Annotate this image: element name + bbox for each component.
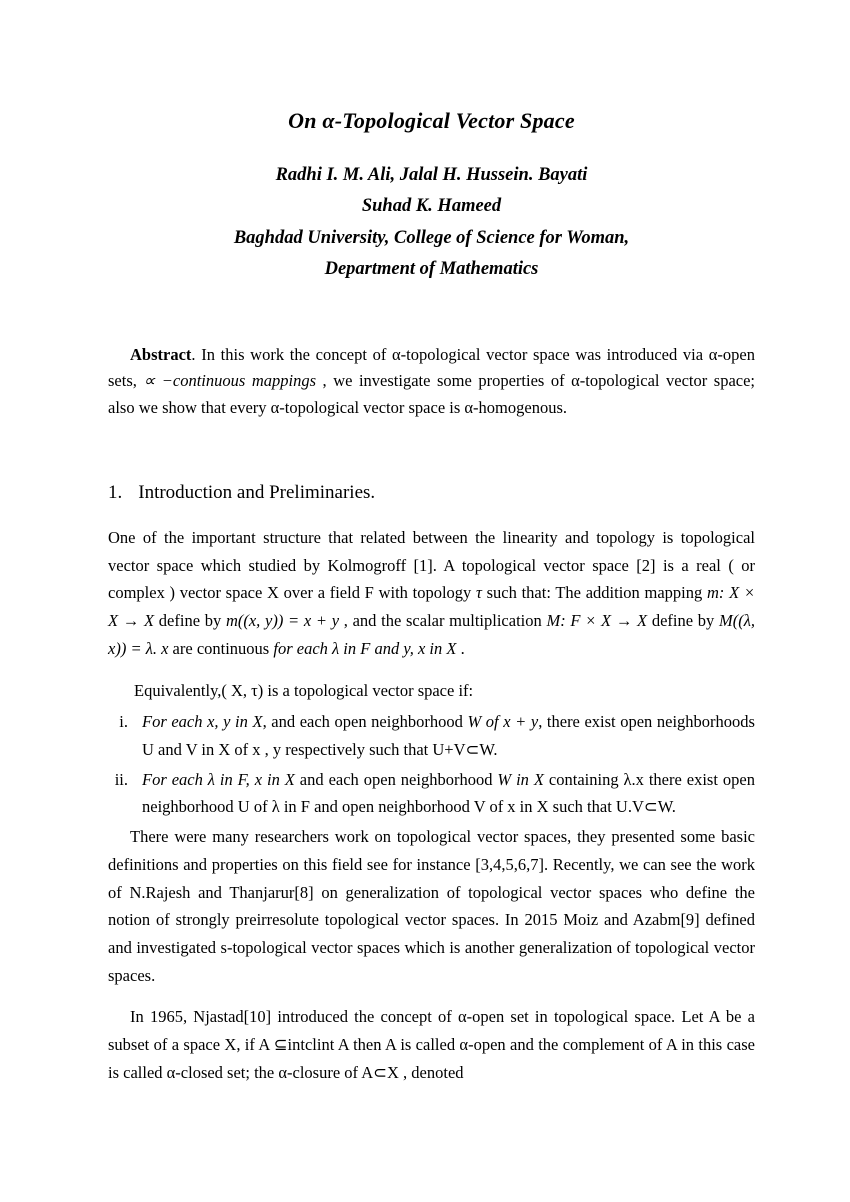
intro-text-g: . — [456, 638, 465, 658]
page-title: On α-Topological Vector Space — [288, 108, 575, 133]
intro-math-4: M((λ, x)) = λ. x — [108, 611, 755, 658]
list-marker-ii: ii. — [114, 769, 128, 789]
intro-text-e: define by — [647, 611, 719, 631]
abstract-text-1: . In this work the concept of α-topological vector space was introduced via α-open sets, — [108, 344, 755, 391]
item-i-math-2: W of x + y — [467, 712, 539, 732]
intro-text-d: , and the scalar multiplication — [339, 611, 547, 631]
intro-math-5: for each λ in F and y, x in X — [273, 638, 457, 658]
abstract-math-1: ∝ −continuous mappings — [143, 371, 316, 391]
intro-math-3: M: F × X → X — [546, 611, 648, 631]
abstract-text-2: , we investigate some properties of α-topological vector space; also we show that every α-topological vector space is α-homogenous. — [108, 371, 756, 418]
list-item — [108, 766, 755, 821]
list-text-ii — [142, 766, 755, 821]
list-marker-i: i. — [119, 712, 128, 732]
item-ii-math-2: W in X — [497, 769, 544, 789]
section-title: Introduction and Preliminaries. — [138, 481, 376, 503]
item-ii-math-1: For each λ in F, x in X — [142, 769, 295, 789]
author-line-2: Suhad K. Hameed — [361, 196, 502, 217]
item-i-text-1: , and each open neighborhood — [262, 712, 468, 732]
author-line-1: Radhi I. M. Ali, Jalal H. Hussein. Bayati — [275, 165, 588, 185]
paragraph-intro — [108, 524, 755, 663]
item-ii-text-2: containing λ.x there exist open neighborhood U of λ in F and open neighborhood V of x in X such that U.V⊂W. — [142, 769, 755, 817]
abstract-paragraph — [108, 342, 755, 422]
author-block — [108, 160, 755, 286]
equivalence-list — [108, 708, 755, 821]
affiliation-line-2: Department of Mathematics — [324, 259, 539, 280]
paragraph-researchers: There were many researchers work on topological vector spaces, they presented some basic definitions and properties on this field see for instance [3,4,5,6,7]. Recently, we can see the work of N.Rajesh and Thanjarur[8] on generalization of topological vector spaces who define the notion of strongly preirresolute topological vector spaces. In 2015 Moiz and Azabm[9] defined and investigated s-topological vector spaces which is another generalization of topological vector spaces. — [108, 827, 755, 985]
intro-math-1: m: X × X → X — [108, 583, 756, 631]
intro-math-tau: τ — [476, 583, 482, 603]
item-i-math-1: For each x, y in X — [142, 712, 263, 732]
intro-text-a: One of the important structure that related between the linearity and topology is topological vector space which studied by Kolmogroff [1]. A topological vector space [2] is a real ( or complex ) vector space X over a field F with topology — [108, 527, 755, 603]
affiliation-line-1: Baghdad University, College of Science for Woman, — [233, 227, 630, 248]
intro-math-2: m((x, y)) = x + y — [225, 611, 340, 631]
list-item — [108, 708, 755, 763]
intro-text-c: define by — [154, 611, 226, 631]
item-ii-text-1: and each open neighborhood — [294, 769, 498, 789]
list-text-i — [142, 708, 755, 763]
intro-text-f: are continuous — [168, 638, 274, 658]
abstract-label: Abstract — [130, 344, 192, 364]
item-i-text-2: , there exist open neighborhoods U and V in X of x , y respectively such that U+V⊂W. — [142, 712, 755, 759]
paragraph-njastad: In 1965, Njastad[10] introduced the concept of α-open set in topological space. Let A be a subset of a space X, if A ⊆intclint A then A is called α-open and the complement of A in this case is called α-closed set; the α-closure of A⊂X , denoted — [108, 1007, 755, 1082]
section-heading-1 — [108, 482, 755, 504]
intro-text-b: such that: The addition mapping — [481, 583, 707, 603]
section-number: 1. — [108, 481, 123, 503]
equivalently-line: Equivalently,( X, τ) is a topological vector space if: — [134, 680, 474, 700]
